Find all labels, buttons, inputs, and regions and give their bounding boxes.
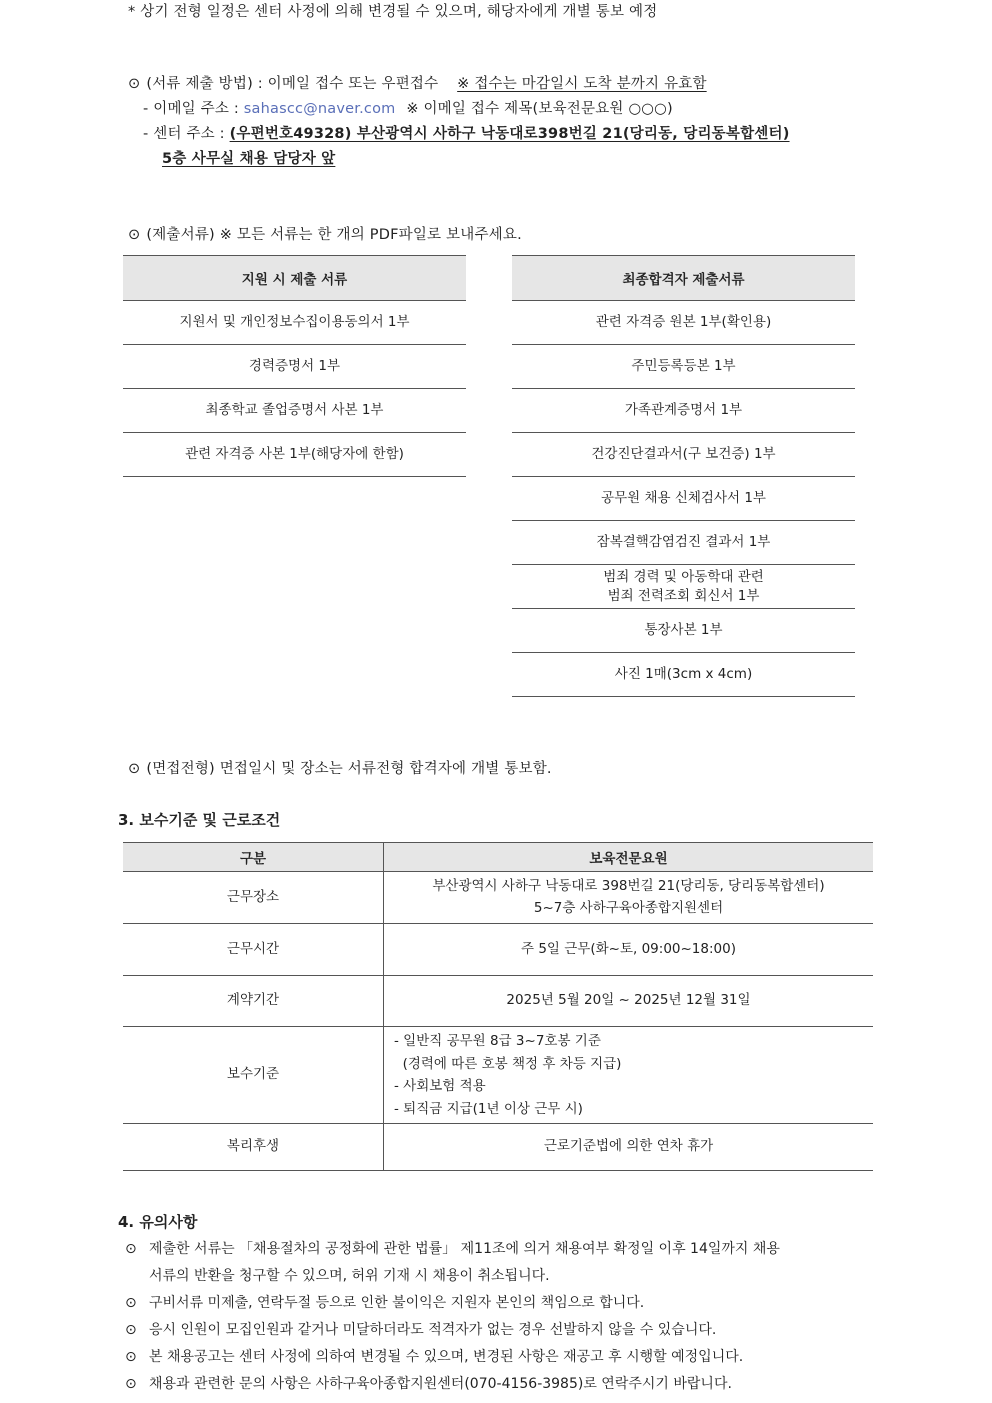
row-value: 주 5일 근무(화~토, 09:00~18:00) <box>384 924 874 976</box>
table-row: 사진 1매(3cm x 4cm) <box>512 653 855 697</box>
note-text: 구비서류 미제출, 연락두절 등으로 인한 불이익은 지원자 본인의 책임으로 합니다. <box>149 1295 645 1311</box>
pay-line: (경력에 따른 호봉 책정 후 차등 지급) <box>394 1055 622 1072</box>
address-label: - 센터 주소 : <box>143 126 225 142</box>
table-row: 주민등록등본 1부 <box>512 345 855 389</box>
row-label: 계약기간 <box>123 976 384 1027</box>
position-header: 보육전문요원 <box>384 843 874 872</box>
criminal-record-line-2: 범죄 전력조회 회신서 1부 <box>607 587 760 604</box>
notes-list <box>123 1236 883 1398</box>
interview-row <box>128 757 552 778</box>
note-text-continued: 서류의 반환을 청구할 수 있으며, 허위 기재 시 채용이 취소됩니다. <box>149 1268 550 1284</box>
table-row <box>123 1027 873 1124</box>
compensation-table <box>123 842 873 1171</box>
circle-dot-icon: ⊙ <box>125 1349 137 1365</box>
pay-line: - 퇴직금 지급(1년 이상 근무 시) <box>394 1100 583 1117</box>
email-address-link[interactable]: sahascc@naver.com <box>243 101 396 117</box>
row-label: 보수기준 <box>123 1027 384 1124</box>
pay-line: - 일반직 공무원 8급 3~7호봉 기준 <box>394 1033 601 1049</box>
address-line-2: 5층 사무실 채용 담당자 앞 <box>162 151 336 167</box>
circle-dot-icon: ⊙ <box>125 1241 137 1257</box>
final-documents-table <box>512 255 855 697</box>
list-item <box>123 1236 883 1290</box>
address-line-1: (우편번호49328) 부산광역시 사하구 낙동대로398번길 21(당리동, 당리동복합센터) <box>229 126 790 142</box>
row-value <box>384 872 874 924</box>
circle-dot-icon: ⊙ <box>125 1376 137 1392</box>
list-item <box>123 1290 883 1317</box>
apply-documents-header: 지원 시 제출 서류 <box>123 256 466 301</box>
list-item <box>123 1317 883 1344</box>
table-row: 관련 자격증 원본 1부(확인용) <box>512 301 855 345</box>
circle-dot-icon: ⊙ <box>128 761 141 777</box>
table-row: 통장사본 1부 <box>512 609 855 653</box>
schedule-note: * 상기 전형 일정은 센터 사정에 의해 변경될 수 있으며, 해당자에게 개별 통보 예정 <box>128 4 658 20</box>
submission-deadline-note: ※ 접수는 마감일시 도착 분까지 유효함 <box>457 76 707 92</box>
note-text: 응시 인원이 모집인원과 같거나 미달하더라도 적격자가 없는 경우 선발하지 않을 수 있습니다. <box>149 1322 717 1338</box>
row-label: 근무장소 <box>123 872 384 924</box>
circle-dot-icon: ⊙ <box>125 1322 137 1338</box>
table-row: 건강진단결과서(구 보건증) 1부 <box>512 433 855 477</box>
pay-line: - 사회보험 적용 <box>394 1078 486 1094</box>
note-text: 본 채용공고는 센터 사정에 의하여 변경될 수 있으며, 변경된 사항은 재공고 후 시행할 예정입니다. <box>149 1349 744 1365</box>
table-row <box>123 872 873 924</box>
circle-dot-icon: ⊙ <box>128 227 141 243</box>
table-row <box>123 976 873 1027</box>
table-row: 공무원 채용 신체검사서 1부 <box>512 477 855 521</box>
note-text: 제출한 서류는 「채용절차의 공정화에 관한 법률」 제11조에 의거 채용여부 확정일 이후 14일까지 채용 <box>149 1241 780 1257</box>
workplace-line-1: 부산광역시 사하구 낙동대로 398번길 21(당리동, 당리동복합센터) <box>432 877 825 894</box>
email-subject-note: ※ 이메일 접수 제목(보육전문요원 ○○○) <box>406 101 673 117</box>
table-row <box>512 565 855 609</box>
table-row: 가족관계증명서 1부 <box>512 389 855 433</box>
workplace-line-2: 5~7층 사하구육아종합지원센터 <box>533 899 724 916</box>
row-label: 근무시간 <box>123 924 384 976</box>
list-item <box>123 1371 883 1398</box>
table-row: 최종학교 졸업증명서 사본 1부 <box>123 389 466 433</box>
email-row <box>143 97 673 118</box>
table-row: 경력증명서 1부 <box>123 345 466 389</box>
submission-heading: (서류 제출 방법) : 이메일 접수 또는 우편접수 <box>146 76 439 92</box>
row-value: 근로기준법에 의한 연차 휴가 <box>384 1124 874 1171</box>
documents-heading-row <box>128 223 522 244</box>
row-label: 복리후생 <box>123 1124 384 1171</box>
documents-heading: (제출서류) ※ 모든 서류는 한 개의 PDF파일로 보내주세요. <box>146 227 522 243</box>
table-row <box>123 924 873 976</box>
circle-dot-icon: ⊙ <box>125 1295 137 1311</box>
interview-text: (면접전형) 면접일시 및 장소는 서류전형 합격자에 개별 통보함. <box>146 761 552 777</box>
list-item <box>123 1344 883 1371</box>
criminal-record-line-1: 범죄 경력 및 아동학대 관련 <box>603 569 764 586</box>
circle-dot-icon: ⊙ <box>128 76 141 92</box>
email-label: - 이메일 주소 : <box>143 101 239 117</box>
table-row <box>123 1124 873 1171</box>
apply-documents-table <box>123 255 466 477</box>
address-row <box>143 122 790 143</box>
section4-title: 4. 유의사항 <box>118 1213 198 1231</box>
row-value: 2025년 5월 20일 ~ 2025년 12월 31일 <box>384 976 874 1027</box>
table-row: 지원서 및 개인정보수집이용동의서 1부 <box>123 301 466 345</box>
table-row: 잠복결핵감염검진 결과서 1부 <box>512 521 855 565</box>
section3-title: 3. 보수기준 및 근로조건 <box>118 811 281 829</box>
category-header: 구분 <box>123 843 384 872</box>
row-value <box>384 1027 874 1124</box>
final-documents-header: 최종합격자 제출서류 <box>512 256 855 301</box>
note-text: 채용과 관련한 문의 사항은 사하구육아종합지원센터(070-4156-3985)로 연락주시기 바랍니다. <box>149 1376 732 1392</box>
table-row: 관련 자격증 사본 1부(해당자에 한함) <box>123 433 466 477</box>
submission-heading-row <box>128 72 707 93</box>
